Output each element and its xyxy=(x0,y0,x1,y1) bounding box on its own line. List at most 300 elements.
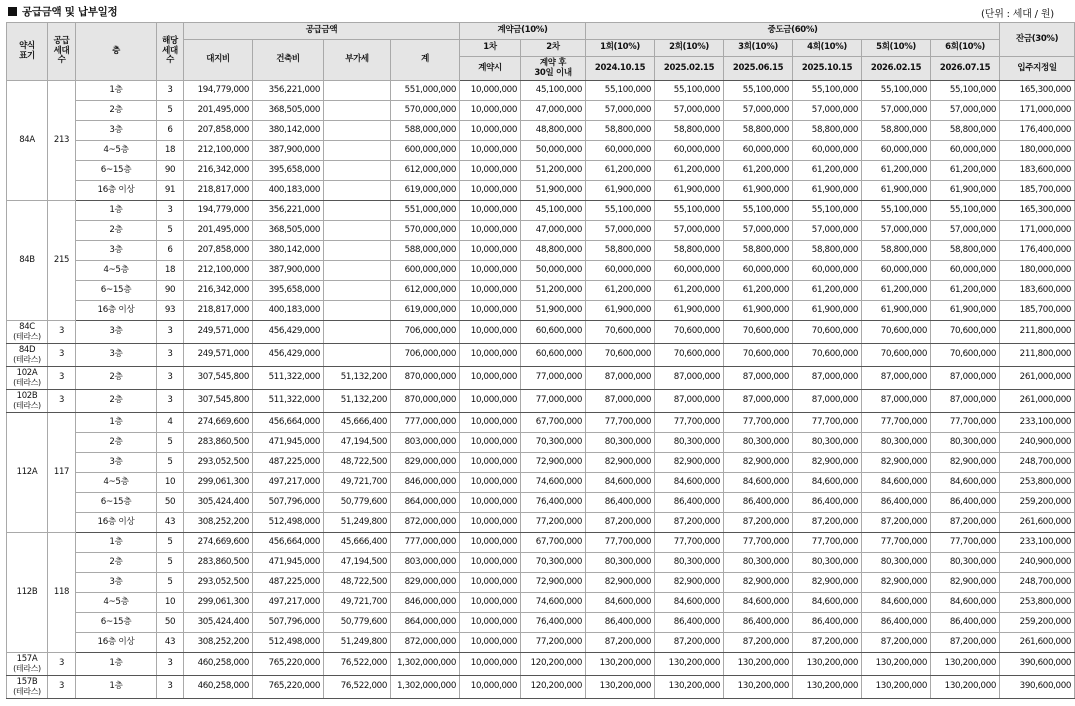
floor-cell: 6~15층 xyxy=(76,493,157,513)
interim4-cell: 87,000,000 xyxy=(793,367,862,390)
interim5-cell: 70,600,000 xyxy=(862,321,931,344)
interim3-cell: 60,000,000 xyxy=(724,261,793,281)
total-cell: 619,000,000 xyxy=(391,301,460,321)
interim3-cell: 58,800,000 xyxy=(724,121,793,141)
interim4-cell: 80,300,000 xyxy=(793,553,862,573)
table-row xyxy=(7,241,1075,261)
interim1-cell: 77,700,000 xyxy=(586,533,655,553)
vat-cell xyxy=(324,101,391,121)
interim1-cell: 55,100,000 xyxy=(586,201,655,221)
floor-cell: 3층 xyxy=(76,121,157,141)
type-label: 102B xyxy=(16,390,38,401)
balance-cell: 165,300,000 xyxy=(1000,201,1075,221)
interim6-cell: 86,400,000 xyxy=(931,613,1000,633)
vat-cell: 51,249,800 xyxy=(324,633,391,653)
interim3-cell: 87,000,000 xyxy=(724,390,793,413)
interim1-cell: 87,000,000 xyxy=(586,390,655,413)
type-sub-label: (테라스) xyxy=(13,687,41,696)
interim3-cell: 61,200,000 xyxy=(724,281,793,301)
table-row xyxy=(7,181,1075,201)
interim5-cell: 55,100,000 xyxy=(862,81,931,101)
type-label: 157B xyxy=(16,676,38,687)
balance-cell: 233,100,000 xyxy=(1000,533,1075,553)
interim1-cell: 60,000,000 xyxy=(586,141,655,161)
interim1-cell: 80,300,000 xyxy=(586,553,655,573)
total-cell: 872,000,000 xyxy=(391,513,460,533)
applicable-units-cell: 10 xyxy=(157,593,184,613)
interim-round-header: 2회(10%) xyxy=(655,40,724,57)
type-label: 112B xyxy=(16,586,38,597)
dep1-cell: 10,000,000 xyxy=(460,161,521,181)
building-cell: 456,664,000 xyxy=(253,533,324,553)
total-cell: 570,000,000 xyxy=(391,221,460,241)
interim6-cell: 87,000,000 xyxy=(931,367,1000,390)
interim1-cell: 82,900,000 xyxy=(586,573,655,593)
floor-cell: 2층 xyxy=(76,101,157,121)
type-cell xyxy=(7,676,48,699)
applicable-units-cell: 5 xyxy=(157,453,184,473)
interim3-cell: 60,000,000 xyxy=(724,141,793,161)
floor-cell: 16층 이상 xyxy=(76,633,157,653)
dep2-cell: 47,000,000 xyxy=(521,101,586,121)
vat-cell: 76,522,000 xyxy=(324,676,391,699)
floor-cell: 6~15층 xyxy=(76,613,157,633)
interim6-cell: 87,200,000 xyxy=(931,633,1000,653)
dep2-cell: 76,400,000 xyxy=(521,613,586,633)
interim-date-header: 2025.10.15 xyxy=(793,57,862,81)
applicable-units-cell: 3 xyxy=(157,201,184,221)
interim2-cell: 58,800,000 xyxy=(655,241,724,261)
interim5-cell: 60,000,000 xyxy=(862,261,931,281)
type-label: 84D xyxy=(18,344,36,355)
land-cell: 307,545,800 xyxy=(184,390,253,413)
interim5-cell: 130,200,000 xyxy=(862,653,931,676)
dep1-cell: 10,000,000 xyxy=(460,101,521,121)
floor-cell: 3층 xyxy=(76,453,157,473)
interim6-cell: 60,000,000 xyxy=(931,261,1000,281)
table-row xyxy=(7,433,1075,453)
applicable-units-cell: 93 xyxy=(157,301,184,321)
total-cell: 612,000,000 xyxy=(391,281,460,301)
floor-cell: 16층 이상 xyxy=(76,301,157,321)
balance-cell: 253,800,000 xyxy=(1000,473,1075,493)
type-label: 84C xyxy=(19,321,35,332)
interim2-cell: 55,100,000 xyxy=(655,81,724,101)
land-cell: 194,779,000 xyxy=(184,81,253,101)
interim1-cell: 61,900,000 xyxy=(586,301,655,321)
vat-cell xyxy=(324,261,391,281)
total-cell: 706,000,000 xyxy=(391,344,460,367)
floor-cell: 2층 xyxy=(76,553,157,573)
land-cell: 293,052,500 xyxy=(184,573,253,593)
interim3-cell: 77,700,000 xyxy=(724,413,793,433)
interim5-cell: 55,100,000 xyxy=(862,201,931,221)
dep2-cell: 60,600,000 xyxy=(521,321,586,344)
balance-cell: 390,600,000 xyxy=(1000,676,1075,699)
table-row xyxy=(7,390,1075,413)
vat-cell xyxy=(324,221,391,241)
total-cell: 846,000,000 xyxy=(391,473,460,493)
interim2-cell: 70,600,000 xyxy=(655,321,724,344)
building-cell: 368,505,000 xyxy=(253,221,324,241)
total-cell: 706,000,000 xyxy=(391,321,460,344)
interim2-cell: 61,200,000 xyxy=(655,161,724,181)
total-cell: 600,000,000 xyxy=(391,261,460,281)
dep1-header: 1차 xyxy=(460,40,521,57)
total-cell: 777,000,000 xyxy=(391,413,460,433)
floor-cell: 2층 xyxy=(76,433,157,453)
land-cell: 293,052,500 xyxy=(184,453,253,473)
land-cell: 249,571,000 xyxy=(184,321,253,344)
interim1-cell: 130,200,000 xyxy=(586,653,655,676)
interim2-cell: 61,900,000 xyxy=(655,301,724,321)
building-cell: 395,658,000 xyxy=(253,281,324,301)
dep2-cell: 72,900,000 xyxy=(521,573,586,593)
total-cell: 803,000,000 xyxy=(391,433,460,453)
interim2-cell: 130,200,000 xyxy=(655,676,724,699)
dep2-time-header: 계약 후 30일 이내 xyxy=(521,57,586,81)
interim1-cell: 77,700,000 xyxy=(586,413,655,433)
balance-header: 잔금(30%) xyxy=(1000,23,1075,57)
building-cell: 497,217,000 xyxy=(253,593,324,613)
interim6-cell: 57,000,000 xyxy=(931,101,1000,121)
interim1-cell: 61,900,000 xyxy=(586,181,655,201)
title-bar xyxy=(8,3,1054,21)
building-cell: 400,183,000 xyxy=(253,181,324,201)
interim5-cell: 58,800,000 xyxy=(862,241,931,261)
interim6-cell: 80,300,000 xyxy=(931,433,1000,453)
interim2-cell: 87,000,000 xyxy=(655,390,724,413)
interim6-cell: 86,400,000 xyxy=(931,493,1000,513)
land-cell: 218,817,000 xyxy=(184,301,253,321)
dep2-cell: 74,600,000 xyxy=(521,593,586,613)
total-cell: 846,000,000 xyxy=(391,593,460,613)
deposit-header: 계약금(10%) xyxy=(460,23,586,40)
applicable-units-cell: 5 xyxy=(157,433,184,453)
type-cell xyxy=(7,390,48,413)
building-cell: 507,796,000 xyxy=(253,493,324,513)
dep1-cell: 10,000,000 xyxy=(460,433,521,453)
table-row xyxy=(7,633,1075,653)
dep1-cell: 10,000,000 xyxy=(460,553,521,573)
vat-cell: 49,721,700 xyxy=(324,593,391,613)
table-row xyxy=(7,593,1075,613)
interim4-cell: 82,900,000 xyxy=(793,453,862,473)
table-row xyxy=(7,676,1075,699)
interim2-cell: 57,000,000 xyxy=(655,221,724,241)
interim2-cell: 87,200,000 xyxy=(655,633,724,653)
land-cell: 308,252,200 xyxy=(184,513,253,533)
page-title-text: 공급금액 및 납부일정 xyxy=(22,6,118,18)
dep1-cell: 10,000,000 xyxy=(460,613,521,633)
dep1-cell: 10,000,000 xyxy=(460,201,521,221)
interim-date-header: 2026.07.15 xyxy=(931,57,1000,81)
applicable-units-cell: 6 xyxy=(157,241,184,261)
interim1-cell: 55,100,000 xyxy=(586,81,655,101)
dep2-cell: 70,300,000 xyxy=(521,433,586,453)
building-cell: 387,900,000 xyxy=(253,261,324,281)
type-label: 112A xyxy=(16,466,38,477)
interim3-cell: 82,900,000 xyxy=(724,573,793,593)
applicable-units-cell: 3 xyxy=(157,676,184,699)
floor-cell: 4~5층 xyxy=(76,141,157,161)
land-cell: 274,669,600 xyxy=(184,413,253,433)
floor-cell: 4~5층 xyxy=(76,261,157,281)
interim4-cell: 55,100,000 xyxy=(793,201,862,221)
type-cell xyxy=(7,653,48,676)
floor-cell: 16층 이상 xyxy=(76,181,157,201)
interim1-cell: 70,600,000 xyxy=(586,321,655,344)
page-title xyxy=(8,4,117,19)
building-cell: 400,183,000 xyxy=(253,301,324,321)
land-cell: 305,424,400 xyxy=(184,493,253,513)
dep2-cell: 77,200,000 xyxy=(521,513,586,533)
interim3-cell: 130,200,000 xyxy=(724,676,793,699)
type-cell xyxy=(7,201,48,321)
interim1-cell: 70,600,000 xyxy=(586,344,655,367)
interim5-cell: 77,700,000 xyxy=(862,533,931,553)
land-cell: 460,258,000 xyxy=(184,676,253,699)
interim-round-header: 3회(10%) xyxy=(724,40,793,57)
unit-note: (단위 : 세대 / 원) xyxy=(981,9,1054,20)
balance-cell: 171,000,000 xyxy=(1000,101,1075,121)
land-cell: 201,495,000 xyxy=(184,221,253,241)
vat-cell xyxy=(324,241,391,261)
total-cell: 1,302,000,000 xyxy=(391,676,460,699)
applicable-units-cell: 18 xyxy=(157,141,184,161)
interim6-cell: 58,800,000 xyxy=(931,241,1000,261)
applicable-units-cell: 3 xyxy=(157,653,184,676)
interim6-cell: 77,700,000 xyxy=(931,413,1000,433)
land-cell: 299,061,300 xyxy=(184,593,253,613)
dep1-cell: 10,000,000 xyxy=(460,344,521,367)
balance-cell: 180,000,000 xyxy=(1000,141,1075,161)
interim3-cell: 58,800,000 xyxy=(724,241,793,261)
table-row xyxy=(7,473,1075,493)
building-cell: 456,429,000 xyxy=(253,344,324,367)
interim6-cell: 77,700,000 xyxy=(931,533,1000,553)
total-cell: 829,000,000 xyxy=(391,573,460,593)
interim6-cell: 82,900,000 xyxy=(931,453,1000,473)
floor-cell: 3층 xyxy=(76,241,157,261)
interim3-cell: 84,600,000 xyxy=(724,473,793,493)
interim6-cell: 55,100,000 xyxy=(931,201,1000,221)
building-cell: 380,142,000 xyxy=(253,241,324,261)
col-land-header: 대지비 xyxy=(184,40,253,81)
dep1-cell: 10,000,000 xyxy=(460,653,521,676)
land-cell: 308,252,200 xyxy=(184,633,253,653)
building-cell: 765,220,000 xyxy=(253,676,324,699)
interim4-cell: 77,700,000 xyxy=(793,413,862,433)
applicable-units-cell: 5 xyxy=(157,101,184,121)
land-cell: 212,100,000 xyxy=(184,261,253,281)
interim5-cell: 84,600,000 xyxy=(862,473,931,493)
interim2-cell: 77,700,000 xyxy=(655,533,724,553)
table-row xyxy=(7,121,1075,141)
interim2-cell: 55,100,000 xyxy=(655,201,724,221)
dep1-cell: 10,000,000 xyxy=(460,390,521,413)
building-cell: 507,796,000 xyxy=(253,613,324,633)
interim3-cell: 130,200,000 xyxy=(724,653,793,676)
building-cell: 356,221,000 xyxy=(253,81,324,101)
dep2-cell: 67,700,000 xyxy=(521,413,586,433)
balance-cell: 185,700,000 xyxy=(1000,181,1075,201)
floor-cell: 1층 xyxy=(76,81,157,101)
table-row xyxy=(7,101,1075,121)
building-cell: 511,322,000 xyxy=(253,390,324,413)
balance-cell: 185,700,000 xyxy=(1000,301,1075,321)
applicable-units-cell: 5 xyxy=(157,553,184,573)
applicable-units-cell: 3 xyxy=(157,81,184,101)
interim3-cell: 80,300,000 xyxy=(724,433,793,453)
interim2-cell: 57,000,000 xyxy=(655,101,724,121)
interim1-cell: 58,800,000 xyxy=(586,241,655,261)
dep2-cell: 50,000,000 xyxy=(521,261,586,281)
interim2-cell: 80,300,000 xyxy=(655,433,724,453)
balance-cell: 240,900,000 xyxy=(1000,433,1075,453)
applicable-units-cell: 5 xyxy=(157,573,184,593)
interim6-cell: 130,200,000 xyxy=(931,653,1000,676)
interim3-cell: 57,000,000 xyxy=(724,101,793,121)
land-cell: 218,817,000 xyxy=(184,181,253,201)
floor-cell: 1층 xyxy=(76,201,157,221)
interim5-cell: 60,000,000 xyxy=(862,141,931,161)
table-row xyxy=(7,321,1075,344)
interim6-cell: 82,900,000 xyxy=(931,573,1000,593)
dep1-cell: 10,000,000 xyxy=(460,141,521,161)
applicable-units-cell: 50 xyxy=(157,493,184,513)
interim4-cell: 60,000,000 xyxy=(793,141,862,161)
interim6-cell: 130,200,000 xyxy=(931,676,1000,699)
interim5-cell: 77,700,000 xyxy=(862,413,931,433)
table-row xyxy=(7,553,1075,573)
balance-cell: 259,200,000 xyxy=(1000,613,1075,633)
dep2-cell: 120,200,000 xyxy=(521,676,586,699)
dep1-time-header: 계약시 xyxy=(460,57,521,81)
building-cell: 456,664,000 xyxy=(253,413,324,433)
interim1-cell: 60,000,000 xyxy=(586,261,655,281)
vat-cell: 50,779,600 xyxy=(324,613,391,633)
dep2-cell: 60,600,000 xyxy=(521,344,586,367)
interim5-cell: 130,200,000 xyxy=(862,676,931,699)
land-cell: 207,858,000 xyxy=(184,121,253,141)
interim6-cell: 61,900,000 xyxy=(931,181,1000,201)
interim4-cell: 60,000,000 xyxy=(793,261,862,281)
applicable-units-cell: 3 xyxy=(157,321,184,344)
table-row xyxy=(7,613,1075,633)
type-cell xyxy=(7,533,48,653)
floor-cell: 16층 이상 xyxy=(76,513,157,533)
balance-cell: 211,800,000 xyxy=(1000,344,1075,367)
interim3-cell: 87,200,000 xyxy=(724,633,793,653)
interim4-cell: 84,600,000 xyxy=(793,593,862,613)
floor-cell: 3층 xyxy=(76,344,157,367)
interim-round-header: 1회(10%) xyxy=(586,40,655,57)
interim2-cell: 86,400,000 xyxy=(655,613,724,633)
table-row xyxy=(7,201,1075,221)
interim6-cell: 84,600,000 xyxy=(931,593,1000,613)
applicable-units-cell: 5 xyxy=(157,221,184,241)
interim-date-header: 2025.06.15 xyxy=(724,57,793,81)
total-cell: 872,000,000 xyxy=(391,633,460,653)
balance-cell: 233,100,000 xyxy=(1000,413,1075,433)
interim4-cell: 86,400,000 xyxy=(793,493,862,513)
land-cell: 194,779,000 xyxy=(184,201,253,221)
interim6-cell: 70,600,000 xyxy=(931,344,1000,367)
building-cell: 456,429,000 xyxy=(253,321,324,344)
interim-round-header: 4회(10%) xyxy=(793,40,862,57)
interim-round-header: 6회(10%) xyxy=(931,40,1000,57)
applicable-units-cell: 6 xyxy=(157,121,184,141)
land-cell: 249,571,000 xyxy=(184,344,253,367)
interim3-cell: 86,400,000 xyxy=(724,493,793,513)
interim3-cell: 70,600,000 xyxy=(724,344,793,367)
interim5-cell: 61,200,000 xyxy=(862,161,931,181)
balance-cell: 261,000,000 xyxy=(1000,367,1075,390)
floor-cell: 1층 xyxy=(76,533,157,553)
floor-cell: 2층 xyxy=(76,390,157,413)
vat-cell xyxy=(324,81,391,101)
interim1-cell: 84,600,000 xyxy=(586,593,655,613)
applicable-units-cell: 18 xyxy=(157,261,184,281)
supply-units-cell: 213 xyxy=(48,81,76,201)
balance-cell: 259,200,000 xyxy=(1000,493,1075,513)
vat-cell xyxy=(324,344,391,367)
col-total-header: 계 xyxy=(391,40,460,81)
interim2-cell: 61,200,000 xyxy=(655,281,724,301)
interim1-cell: 61,200,000 xyxy=(586,281,655,301)
col-supply-units-header: 공급 세대 수 xyxy=(48,23,76,81)
interim1-cell: 130,200,000 xyxy=(586,676,655,699)
dep1-cell: 10,000,000 xyxy=(460,473,521,493)
floor-cell: 4~5층 xyxy=(76,473,157,493)
interim2-cell: 130,200,000 xyxy=(655,653,724,676)
vat-cell xyxy=(324,301,391,321)
supply-units-cell: 118 xyxy=(48,533,76,653)
vat-cell: 45,666,400 xyxy=(324,413,391,433)
floor-cell: 6~15층 xyxy=(76,161,157,181)
interim5-cell: 57,000,000 xyxy=(862,221,931,241)
balance-cell: 261,600,000 xyxy=(1000,633,1075,653)
dep1-cell: 10,000,000 xyxy=(460,493,521,513)
balance-time-header: 입주지정일 xyxy=(1000,57,1075,81)
table-row xyxy=(7,301,1075,321)
interim6-cell: 58,800,000 xyxy=(931,121,1000,141)
dep2-cell: 72,900,000 xyxy=(521,453,586,473)
land-cell: 201,495,000 xyxy=(184,101,253,121)
interim5-cell: 87,200,000 xyxy=(862,633,931,653)
total-cell: 829,000,000 xyxy=(391,453,460,473)
supply-units-cell: 3 xyxy=(48,390,76,413)
applicable-units-cell: 90 xyxy=(157,161,184,181)
vat-cell xyxy=(324,181,391,201)
building-cell: 497,217,000 xyxy=(253,473,324,493)
total-cell: 864,000,000 xyxy=(391,613,460,633)
type-sub-label: (테라스) xyxy=(13,355,41,364)
dep2-cell: 47,000,000 xyxy=(521,221,586,241)
building-cell: 512,498,000 xyxy=(253,513,324,533)
interim4-cell: 70,600,000 xyxy=(793,321,862,344)
interim3-cell: 87,000,000 xyxy=(724,367,793,390)
dep1-cell: 10,000,000 xyxy=(460,593,521,613)
land-cell: 207,858,000 xyxy=(184,241,253,261)
dep1-cell: 10,000,000 xyxy=(460,513,521,533)
dep2-cell: 45,100,000 xyxy=(521,201,586,221)
land-cell: 305,424,400 xyxy=(184,613,253,633)
dep2-cell: 51,200,000 xyxy=(521,161,586,181)
interim5-cell: 84,600,000 xyxy=(862,593,931,613)
vat-cell: 51,249,800 xyxy=(324,513,391,533)
